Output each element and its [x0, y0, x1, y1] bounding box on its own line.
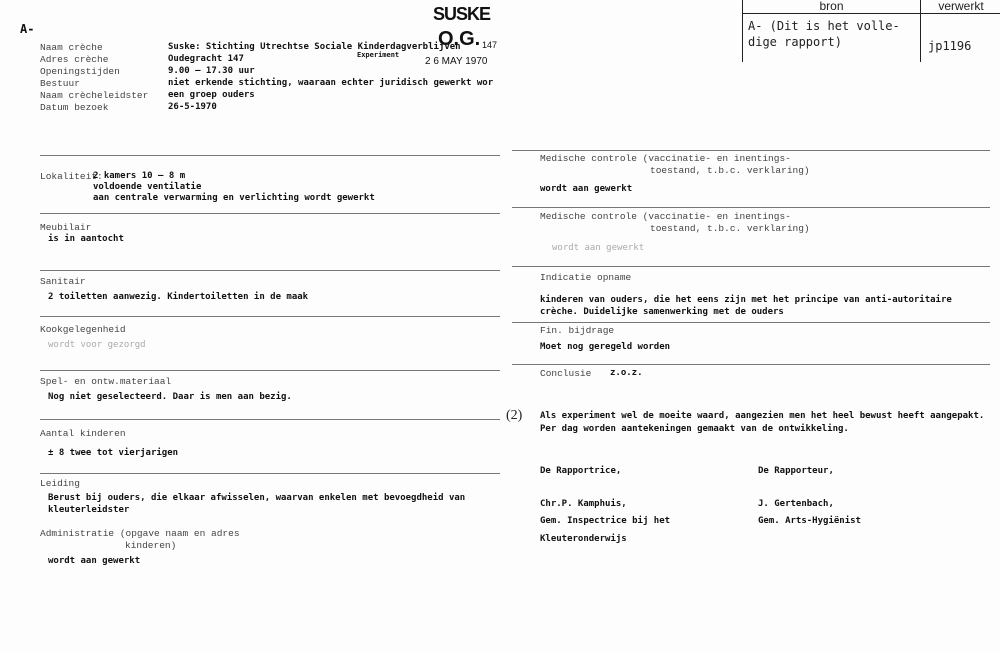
signature-role: De Rapporteur,: [758, 466, 834, 476]
remark-line: Als experiment wel de moeite waard, aangezien men het heel bewust heeft aangepakt.: [540, 411, 985, 421]
processed-col-header: verwerkt: [921, 0, 1000, 14]
corner-mark: A-: [20, 22, 35, 36]
section-value: is in aantocht: [48, 234, 124, 244]
section-value: z.o.z.: [610, 368, 643, 378]
section-label: Lokaliteit:: [40, 171, 103, 182]
field-value: een groep ouders: [168, 90, 255, 100]
section-divider: [40, 370, 500, 371]
section-label: Leiding: [40, 478, 80, 489]
stamp-number: 147: [482, 40, 498, 50]
section-label: toestand, t.b.c. verklaring): [650, 165, 810, 176]
section-value: crèche. Duidelijke samenwerking met de ouders: [540, 307, 784, 317]
stamp-date: 2 6 MAY 1970: [425, 56, 488, 67]
section-value: Nog niet geselecteerd. Daar is men aan bezig.: [48, 392, 292, 402]
field-label: Openingstijden: [40, 66, 120, 77]
field-label: Datum bezoek: [40, 102, 109, 113]
field-label: Adres crèche: [40, 54, 109, 65]
section-value: voldoende ventilatie: [93, 182, 202, 192]
section-label: toestand, t.b.c. verklaring): [650, 223, 810, 234]
section-label: Conclusie: [540, 368, 592, 379]
signature-name: Chr.P. Kamphuis,: [540, 499, 627, 509]
remark-marker: (2): [506, 408, 523, 423]
section-value: wordt aan gewerkt: [552, 243, 645, 253]
field-label: Naam crèche: [40, 42, 103, 53]
section-label: Fin. bijdrage: [540, 325, 615, 336]
remark-line: Per dag worden aantekeningen gemaakt van de ontwikkeling.: [540, 424, 849, 434]
section-value: 2 toiletten aanwezig. Kindertoiletten in de maak: [48, 292, 309, 302]
field-value: 9.00 – 17.30 uur: [168, 66, 255, 76]
signature-role: De Rapportrice,: [540, 466, 622, 476]
signature-name: J. Gertenbach,: [758, 499, 834, 509]
section-divider: [40, 270, 500, 271]
processed-code: jp1196: [928, 39, 972, 53]
section-label: Medische controle (vaccinatie- en inentings-: [540, 153, 791, 164]
section-label: Spel- en ontw.materiaal: [40, 376, 172, 387]
section-divider: [40, 473, 500, 474]
section-value: Berust bij ouders, die elkaar afwisselen, waarvan enkelen met bevoegdheid van: [48, 493, 466, 503]
section-value: wordt aan gewerkt: [540, 184, 633, 194]
section-divider: [512, 266, 990, 267]
section-value: wordt voor gezorgd: [48, 340, 146, 350]
signature-title: Gem. Inspectrice bij het: [540, 516, 671, 526]
signature-title: Kleuteronderwijs: [540, 534, 627, 544]
section-divider: [40, 316, 500, 317]
source-col-header: bron: [743, 0, 921, 14]
section-divider: [512, 364, 990, 365]
section-label: kinderen): [125, 540, 177, 551]
signature-title: Gem. Arts-Hygiënist: [758, 516, 861, 526]
section-divider: [40, 419, 500, 420]
section-label: Meubilair: [40, 222, 92, 233]
source-line: dige rapport): [748, 35, 842, 49]
field-label: Naam crècheleidster: [40, 90, 149, 101]
section-divider: [512, 150, 990, 151]
section-value: kleuterleidster: [48, 505, 130, 515]
field-value: Suske: Stichting Utrechtse Sociale Kinderdagverblijven: [168, 42, 461, 52]
section-value: Moet nog geregeld worden: [540, 342, 671, 352]
section-value: 2 kamers 10 – 8 m: [93, 171, 186, 181]
field-value: niet erkende stichting, waaraan echter juridisch gewerkt wor: [168, 78, 494, 88]
section-label: Medische controle (vaccinatie- en inentings-: [540, 211, 791, 222]
stamp-name: SUSKE: [433, 4, 491, 24]
section-label: Aantal kinderen: [40, 428, 126, 439]
field-value: 26-5-1970: [168, 102, 217, 112]
section-label: Sanitair: [40, 276, 86, 287]
section-value: aan centrale verwarming en verlichting wordt gewerkt: [93, 193, 375, 203]
section-divider: [40, 213, 500, 214]
stamp-code: O.G.: [438, 28, 481, 50]
experiment-note: Experiment: [357, 51, 400, 59]
section-divider: [512, 322, 990, 323]
section-value: wordt aan gewerkt: [48, 556, 141, 566]
source-table: [742, 0, 1000, 62]
section-value: ± 8 twee tot vierjarigen: [48, 448, 179, 458]
field-value: Oudegracht 147: [168, 54, 244, 64]
section-label: Administratie (opgave naam en adres: [40, 528, 240, 539]
section-divider: [40, 155, 500, 156]
section-label: Indicatie opname: [540, 272, 632, 283]
section-value: kinderen van ouders, die het eens zijn met het principe van anti-autoritaire: [540, 295, 952, 305]
source-line: A- (Dit is het volle-: [748, 19, 900, 33]
field-label: Bestuur: [40, 78, 80, 89]
section-label: Kookgelegenheid: [40, 324, 126, 335]
section-divider: [512, 207, 990, 208]
